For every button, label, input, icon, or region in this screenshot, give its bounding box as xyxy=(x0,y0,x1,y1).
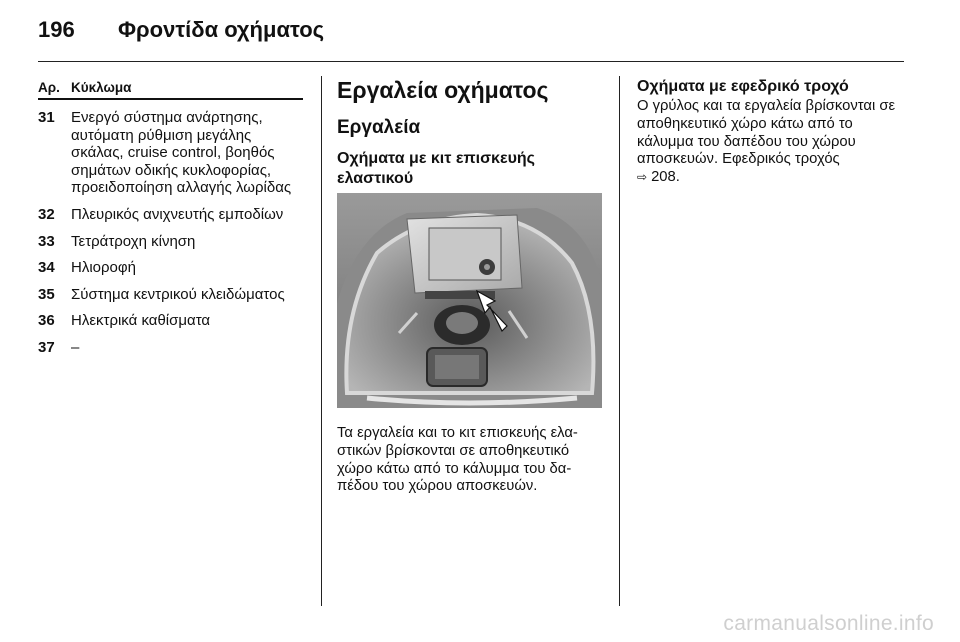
column-header-number: Αρ. xyxy=(38,80,60,95)
tools-section xyxy=(337,77,602,189)
row-text: Ενεργό σύστημα ανάρτησης, αυτόματη ρύθμιση μεγάλης σκάλας, cruise control, βοηθός σημάτων οδικής κυκλοφορίας, προειδοποίηση αλλαγής λωρίδας xyxy=(71,109,292,197)
row-number: 34 xyxy=(38,259,55,277)
spare-wheel-text xyxy=(637,98,907,187)
subsubsection-heading: Οχήματα με κιτ επισκευής ελαστικού xyxy=(337,150,535,187)
row-number: 32 xyxy=(38,205,55,223)
spare-wheel-section xyxy=(637,77,907,187)
row-text: Ηλεκτρικά καθίσματα xyxy=(71,312,211,330)
page-reference[interactable]: 208. xyxy=(651,169,680,186)
watermark: carmanualsonline.info xyxy=(723,612,934,635)
spare-wheel-body: Ο γρύλος και τα εργαλεία βρίσκονται σε αποθηκευτικό χώρο κάτω από το κάλυμμα του δαπέδου του χώρου αποσκευών. Εφεδρικός τροχός xyxy=(637,98,896,168)
row-number: 37 xyxy=(38,338,55,356)
tire-repair-kit-photo xyxy=(337,193,602,408)
row-number: 35 xyxy=(38,285,55,303)
fuse-table xyxy=(38,80,303,357)
table-header xyxy=(38,80,303,100)
arrow-right-icon: ⇨ xyxy=(637,170,648,185)
table-row xyxy=(38,206,303,224)
header-divider xyxy=(38,61,904,62)
photo-caption: Τα εργαλεία και το κιτ επισκευής ελα-στικών βρίσκονται σε αποθηκευτικό χώρο κάτω από το κάλυμμα του δα-πέδου του χώρου αποσκευών. xyxy=(337,425,578,495)
row-text: – xyxy=(71,338,80,356)
row-number: 36 xyxy=(38,312,55,330)
row-text: Πλευρικός ανιχνευτής εμποδίων xyxy=(71,205,284,223)
page-title: Φροντίδα οχήματος xyxy=(118,17,325,42)
section-heading: Εργαλεία οχήματος xyxy=(337,77,549,103)
column-divider xyxy=(321,76,322,606)
row-text: Σύστημα κεντρικού κλειδώματος xyxy=(71,285,285,303)
table-row xyxy=(38,259,303,277)
table-row xyxy=(38,339,303,357)
table-row xyxy=(38,233,303,251)
row-text: Τετράτροχη κίνηση xyxy=(71,232,196,250)
subsection-heading: Εργαλεία xyxy=(337,117,421,138)
spare-wheel-heading: Οχήματα με εφεδρικό τροχό xyxy=(637,78,849,95)
table-row xyxy=(38,109,303,197)
column-header-circuit: Κύκλωμα xyxy=(71,80,132,95)
page-number: 196 xyxy=(38,17,75,42)
row-text: Ηλιοροφή xyxy=(71,259,136,277)
column-divider xyxy=(619,76,620,606)
table-row xyxy=(38,312,303,330)
row-number: 31 xyxy=(38,109,55,126)
row-number: 33 xyxy=(38,232,55,250)
table-row xyxy=(38,286,303,304)
